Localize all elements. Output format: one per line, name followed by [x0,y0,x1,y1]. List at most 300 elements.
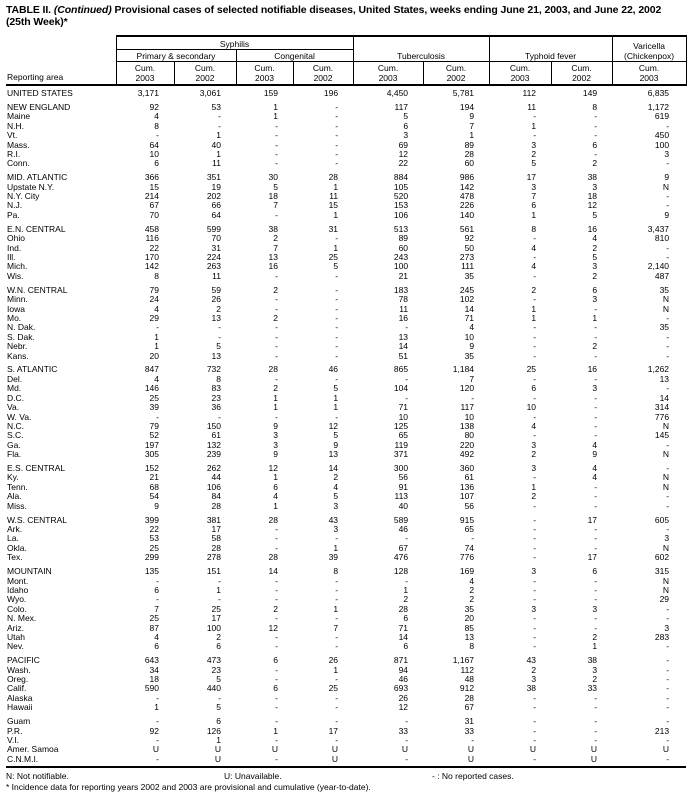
cell-value: 169 [459,566,475,577]
cell-value: - [218,575,221,586]
cell-value: 79 [149,284,159,295]
table-row [6,384,686,393]
table-title-week: (25th Week)* [6,15,68,28]
row-area-label: Md. [7,383,22,394]
cell-value: 40 [211,139,221,150]
cell-value: 366 [144,172,159,183]
table-row [6,323,686,332]
table-row [6,394,686,403]
cell-value: 125 [393,420,409,431]
cell-value: - [533,233,537,244]
cell-value: 776 [459,552,475,563]
header-group-row [6,36,686,50]
row-area-label: Ky. [7,472,19,483]
table-row [6,684,686,693]
cell-value: 68 [149,481,159,492]
cell-value: 52 [149,430,159,441]
cell-value: 30 [268,172,278,183]
cell-value: - [405,322,409,333]
table-title [6,5,686,28]
table-row [6,745,686,754]
cell-value: - [594,481,598,492]
cell-value: 18 [149,674,159,685]
cell-value: 619 [654,111,670,122]
cell-value: 105 [393,181,409,192]
cell-value: - [594,392,598,403]
table-row [6,713,686,727]
cell-value: 473 [206,655,221,666]
cell-value: N [662,542,670,553]
cell-value: 2 [592,674,598,685]
cell-value: 14 [328,463,339,474]
cell-value: 18 [587,191,598,202]
cell-value: 31 [464,716,475,727]
cell-value: - [594,420,598,431]
cell-value: U [152,744,159,755]
cell-value: 15 [149,181,159,192]
cell-value: 1 [273,472,278,483]
cell-value: 79 [149,420,159,431]
cell-value: 44 [211,472,221,483]
cell-value: N [662,303,670,314]
cell-value: - [594,500,598,511]
cell-value: - [275,411,278,422]
cell-value: - [594,148,598,159]
cell-value: 4 [592,233,598,244]
cell-value: - [666,603,670,614]
cell-value: - [335,594,339,605]
row-area-label: C.N.M.I. [6,755,116,767]
cell-value: - [666,664,670,675]
cell-value: 450 [654,130,670,141]
cell-value: 149 [582,88,598,98]
cell-value: - [471,533,475,544]
cell-value: 6 [273,683,278,694]
cell-value: 28 [268,552,278,563]
row-area-label: W. Va. [7,411,32,422]
cell-value: 67 [149,200,159,211]
cell-value: 458 [144,223,159,234]
cell-value: 3 [664,533,670,544]
row-area-label: Ga. [7,439,21,450]
cell-value: - [335,373,339,384]
table-row [6,122,686,131]
cell-value: - [405,392,409,403]
cell-value: 3 [333,523,339,534]
cell-value: - [533,294,537,305]
cell-value: 119 [394,439,409,450]
cell-value: 810 [654,233,670,244]
cell-value: 3 [531,463,537,474]
cell-value: U [174,755,236,767]
cell-value: - [335,341,339,352]
cell-value: 138 [459,420,475,431]
cell-value: - [275,674,278,685]
cell-value: 202 [206,191,221,202]
cell-value: 117 [394,101,409,112]
cell-value: 2 [592,270,598,281]
cell-value: 46 [398,674,409,685]
cell-value: 4 [592,463,598,474]
table-row [6,727,686,736]
cell-value: 226 [459,200,475,211]
cell-value: 12 [587,200,598,211]
cell-value: - [335,130,339,141]
cell-value: 3,061 [199,88,221,98]
cell-value: 4 [469,322,475,333]
cell-value: 847 [144,364,159,375]
cell-value: - [471,735,475,745]
cell-value: 871 [393,655,409,666]
cell-value: - [275,542,278,553]
cell-value: - [156,575,159,586]
varicella-group-header [612,36,686,62]
cell-value: 11 [212,158,221,169]
cell-value: 6 [403,641,409,652]
cell-value: 381 [206,514,221,525]
cell-value: 492 [459,449,475,460]
cell-value: - [275,303,278,314]
cell-value: - [666,252,670,262]
cell-value: 13 [211,350,221,361]
cell-value: 36 [211,402,221,413]
row-area-label: Guam [7,716,31,727]
cell-value: - [533,702,537,713]
table-row [6,305,686,314]
table-row [6,544,686,553]
cell-value: 38 [268,223,278,234]
cell-value: 12 [268,463,278,474]
cell-value: - [275,158,278,169]
cell-value: 1 [216,130,221,141]
cell-value: 1 [531,481,537,492]
cell-value: 915 [459,514,475,525]
table-row [6,281,686,295]
cell-value: 1 [273,392,278,403]
cell-value: - [116,755,174,767]
cell-value: 3 [664,148,670,159]
cell-value: - [666,674,670,685]
cell-value: - [666,242,670,253]
cell-value: 8 [592,101,598,112]
col-header-tb-2002: Cum. 2002 [423,62,489,86]
cell-value: - [666,158,670,169]
cell-value: - [666,692,670,703]
cell-value: 6 [403,120,409,131]
cell-value: 14 [268,566,278,577]
cell-value: 273 [459,252,475,262]
cell-value: 2 [273,383,278,394]
cell-value: U [401,744,409,755]
row-area-label: Del. [7,373,23,384]
table-row [6,253,686,262]
cell-value: 159 [263,88,278,98]
cell-value: 28 [211,542,221,553]
cell-value: 4 [469,575,475,586]
row-area-label: Iowa [7,303,25,314]
cell-value: 34 [149,664,159,675]
cell-value: 80 [464,430,475,441]
cell-value: 100 [393,261,409,272]
cell-value: 13 [398,331,409,342]
cell-value: 2 [469,594,475,605]
table-row [6,375,686,384]
cell-value: 28 [328,172,339,183]
cell-value: 196 [323,88,339,98]
cell-value: - [218,120,221,131]
cell-value: - [666,702,670,713]
table-row [6,605,686,614]
cell-value: - [335,674,339,685]
table-row [6,211,686,220]
cell-value: - [666,463,670,474]
cell-value: 106 [393,209,409,220]
table-row [6,422,686,431]
cell-value: 18 [268,191,278,202]
cell-value: - [335,631,339,642]
cell-value: - [594,411,598,422]
row-area-label: S. ATLANTIC [7,364,58,375]
cell-value: 28 [464,692,475,703]
cell-value: 91 [398,481,409,492]
cell-value: 1 [592,641,598,652]
row-area-label: N.C. [7,420,24,431]
cell-value: 20 [149,350,159,361]
cell-value: 1 [333,242,339,253]
cell-value: - [533,533,537,544]
cell-value: - [275,270,278,281]
cell-value: 2 [592,341,598,352]
cell-value: 314 [654,402,670,413]
cell-value: 1 [273,101,278,112]
cell-value: - [218,111,221,122]
cell-value: 21 [398,270,409,281]
cell-value: 78 [398,294,409,305]
cell-value: 2 [592,242,598,253]
cell-value: - [275,120,278,131]
cell-value: 23 [211,392,221,403]
cell-value: 117 [460,402,475,413]
cell-value: 17 [328,725,339,736]
cell-value: 3 [531,566,537,577]
cell-value: 5 [592,209,598,220]
cell-value: 65 [398,430,409,441]
cell-value: - [156,716,159,727]
cell-value: - [533,472,537,483]
cell-value: 1 [216,584,221,595]
cell-value: 8 [469,641,475,652]
cell-value: 3,437 [647,223,670,234]
cell-value: 9 [469,341,475,352]
cell-value: 7 [531,191,537,202]
cell-value: 513 [393,223,409,234]
cell-value: 8 [154,270,159,281]
cell-value: - [666,491,670,502]
cell-value: - [218,331,221,342]
cell-value: 66 [211,200,221,211]
cell-value: - [666,716,670,727]
cell-value: 17 [211,613,221,624]
cell-value: 4 [531,420,537,431]
cell-value: 6 [216,641,221,652]
cell-value: 11 [399,303,409,314]
cell-value: 5 [333,491,339,502]
row-area-label: N. Dak. [7,322,36,333]
cell-value: N [662,181,670,192]
cell-value: 14 [398,631,409,642]
cell-value: 53 [211,101,221,112]
cell-value: - [666,350,670,361]
cell-value: 10 [464,331,475,342]
cell-value: 152 [144,463,159,474]
cell-value: 92 [149,101,159,112]
row-area-label: Pa. [7,209,20,220]
cell-value: - [533,514,537,525]
table-row [6,460,686,474]
cell-value: - [335,350,339,361]
cell-value: - [594,622,598,633]
cell-value: 305 [144,449,159,460]
row-area-label: Fla. [7,449,22,460]
cell-value: 43 [328,514,339,525]
cell-value: 31 [328,223,339,234]
cell-value: N [662,472,670,483]
cell-value: 38 [587,172,598,183]
cell-value: 28 [268,364,278,375]
cell-value: 38 [587,655,598,666]
cell-value: 213 [654,725,670,736]
cell-value: 4,450 [386,88,409,98]
cell-value: 2 [403,594,409,605]
cell-value: 5 [216,674,221,685]
row-area-label: Nebr. [7,341,28,352]
cell-value: 224 [206,252,221,262]
cell-value: 100 [206,622,221,633]
table-row [6,563,686,577]
cell-value: - [275,130,278,141]
cell-value: 7 [333,622,339,633]
row-area-label: MID. ATLANTIC [7,172,68,183]
cell-value: 220 [459,439,475,450]
cell-value: 3 [664,622,670,633]
cell-value: 6 [154,158,159,169]
cell-value: N [662,575,670,586]
cell-value: 69 [398,139,409,150]
cell-value: 9 [273,449,278,460]
table-row [6,98,686,112]
cell-value: - [335,692,339,703]
cell-value: 94 [398,664,409,675]
cell-value: - [594,130,598,141]
cell-value: 74 [464,542,475,553]
cell-value: 5 [333,383,339,394]
cell-value: 61 [464,472,475,483]
cell-value: - [594,735,598,745]
cell-value: 315 [654,566,670,577]
table-row [6,441,686,450]
row-area-label: Hawaii [7,702,33,713]
col-header-syphilis-ps-2003: Cum. 2003 [116,62,174,86]
cell-value: - [335,294,339,305]
cell-value: - [533,692,537,703]
cell-value: 14 [464,303,475,314]
cell-value: 60 [398,242,409,253]
cell-value: 136 [459,481,475,492]
col-header-syphilis-ps-2002: Cum. 2002 [174,62,236,86]
table-row [6,577,686,586]
cell-value: - [666,655,670,666]
table-row [6,694,686,703]
cell-value: 83 [211,383,221,394]
cell-value: 46 [328,364,339,375]
cell-value: 58 [211,533,221,544]
cell-value: 2 [273,233,278,244]
table-row [6,295,686,304]
cell-value: 8 [333,566,339,577]
cell-value: - [335,641,339,652]
legend-unavailable: U: Unavailable. [224,771,282,782]
cell-value: 25 [526,364,537,375]
col-header-typhoid-2002: Cum. 2002 [551,62,612,86]
cell-value: 71 [398,622,409,633]
cell-value: - [353,755,423,767]
cell-value: 6 [592,284,598,295]
cell-value: 9 [592,449,598,460]
cell-value: - [594,373,598,384]
row-area-label: D.C. [7,392,24,403]
cell-value: - [156,692,159,703]
cell-value: - [218,322,221,333]
cell-value: - [335,148,339,159]
table-row [6,150,686,159]
row-area-label: Ala. [7,491,22,502]
cell-value: 478 [459,191,475,202]
cell-value: 243 [393,252,409,262]
table-row [6,333,686,342]
cell-value: - [335,322,339,333]
cell-value: 13 [268,252,278,262]
cell-value: - [335,303,339,314]
cell-value: 278 [206,552,221,563]
row-area-label: Ohio [7,233,25,244]
cell-value: 3 [531,139,537,150]
cell-value: 26 [211,294,221,305]
cell-value: 64 [211,209,221,220]
cell-value: - [275,584,278,595]
cell-value: - [594,594,598,605]
cell-value: 1 [531,312,537,323]
cell-value: - [335,111,339,122]
cell-value: N [662,481,670,492]
cell-value: - [666,439,670,450]
cell-value: 6 [403,613,409,624]
cell-value: 2 [273,284,278,295]
cell-value: - [533,430,537,441]
cell-value: 693 [393,683,409,694]
cell-value: 14 [659,392,670,403]
cell-value: 22 [149,523,159,534]
cell-value: 1 [403,584,409,595]
cell-value: - [405,735,409,745]
table-row [6,502,686,511]
cell-value: 21 [149,472,159,483]
cell-value: 85 [464,622,475,633]
cell-value: 135 [144,566,159,577]
cell-value: - [335,101,339,112]
cell-value: - [275,692,278,703]
table-row [6,586,686,595]
cell-value: 6 [216,716,221,727]
